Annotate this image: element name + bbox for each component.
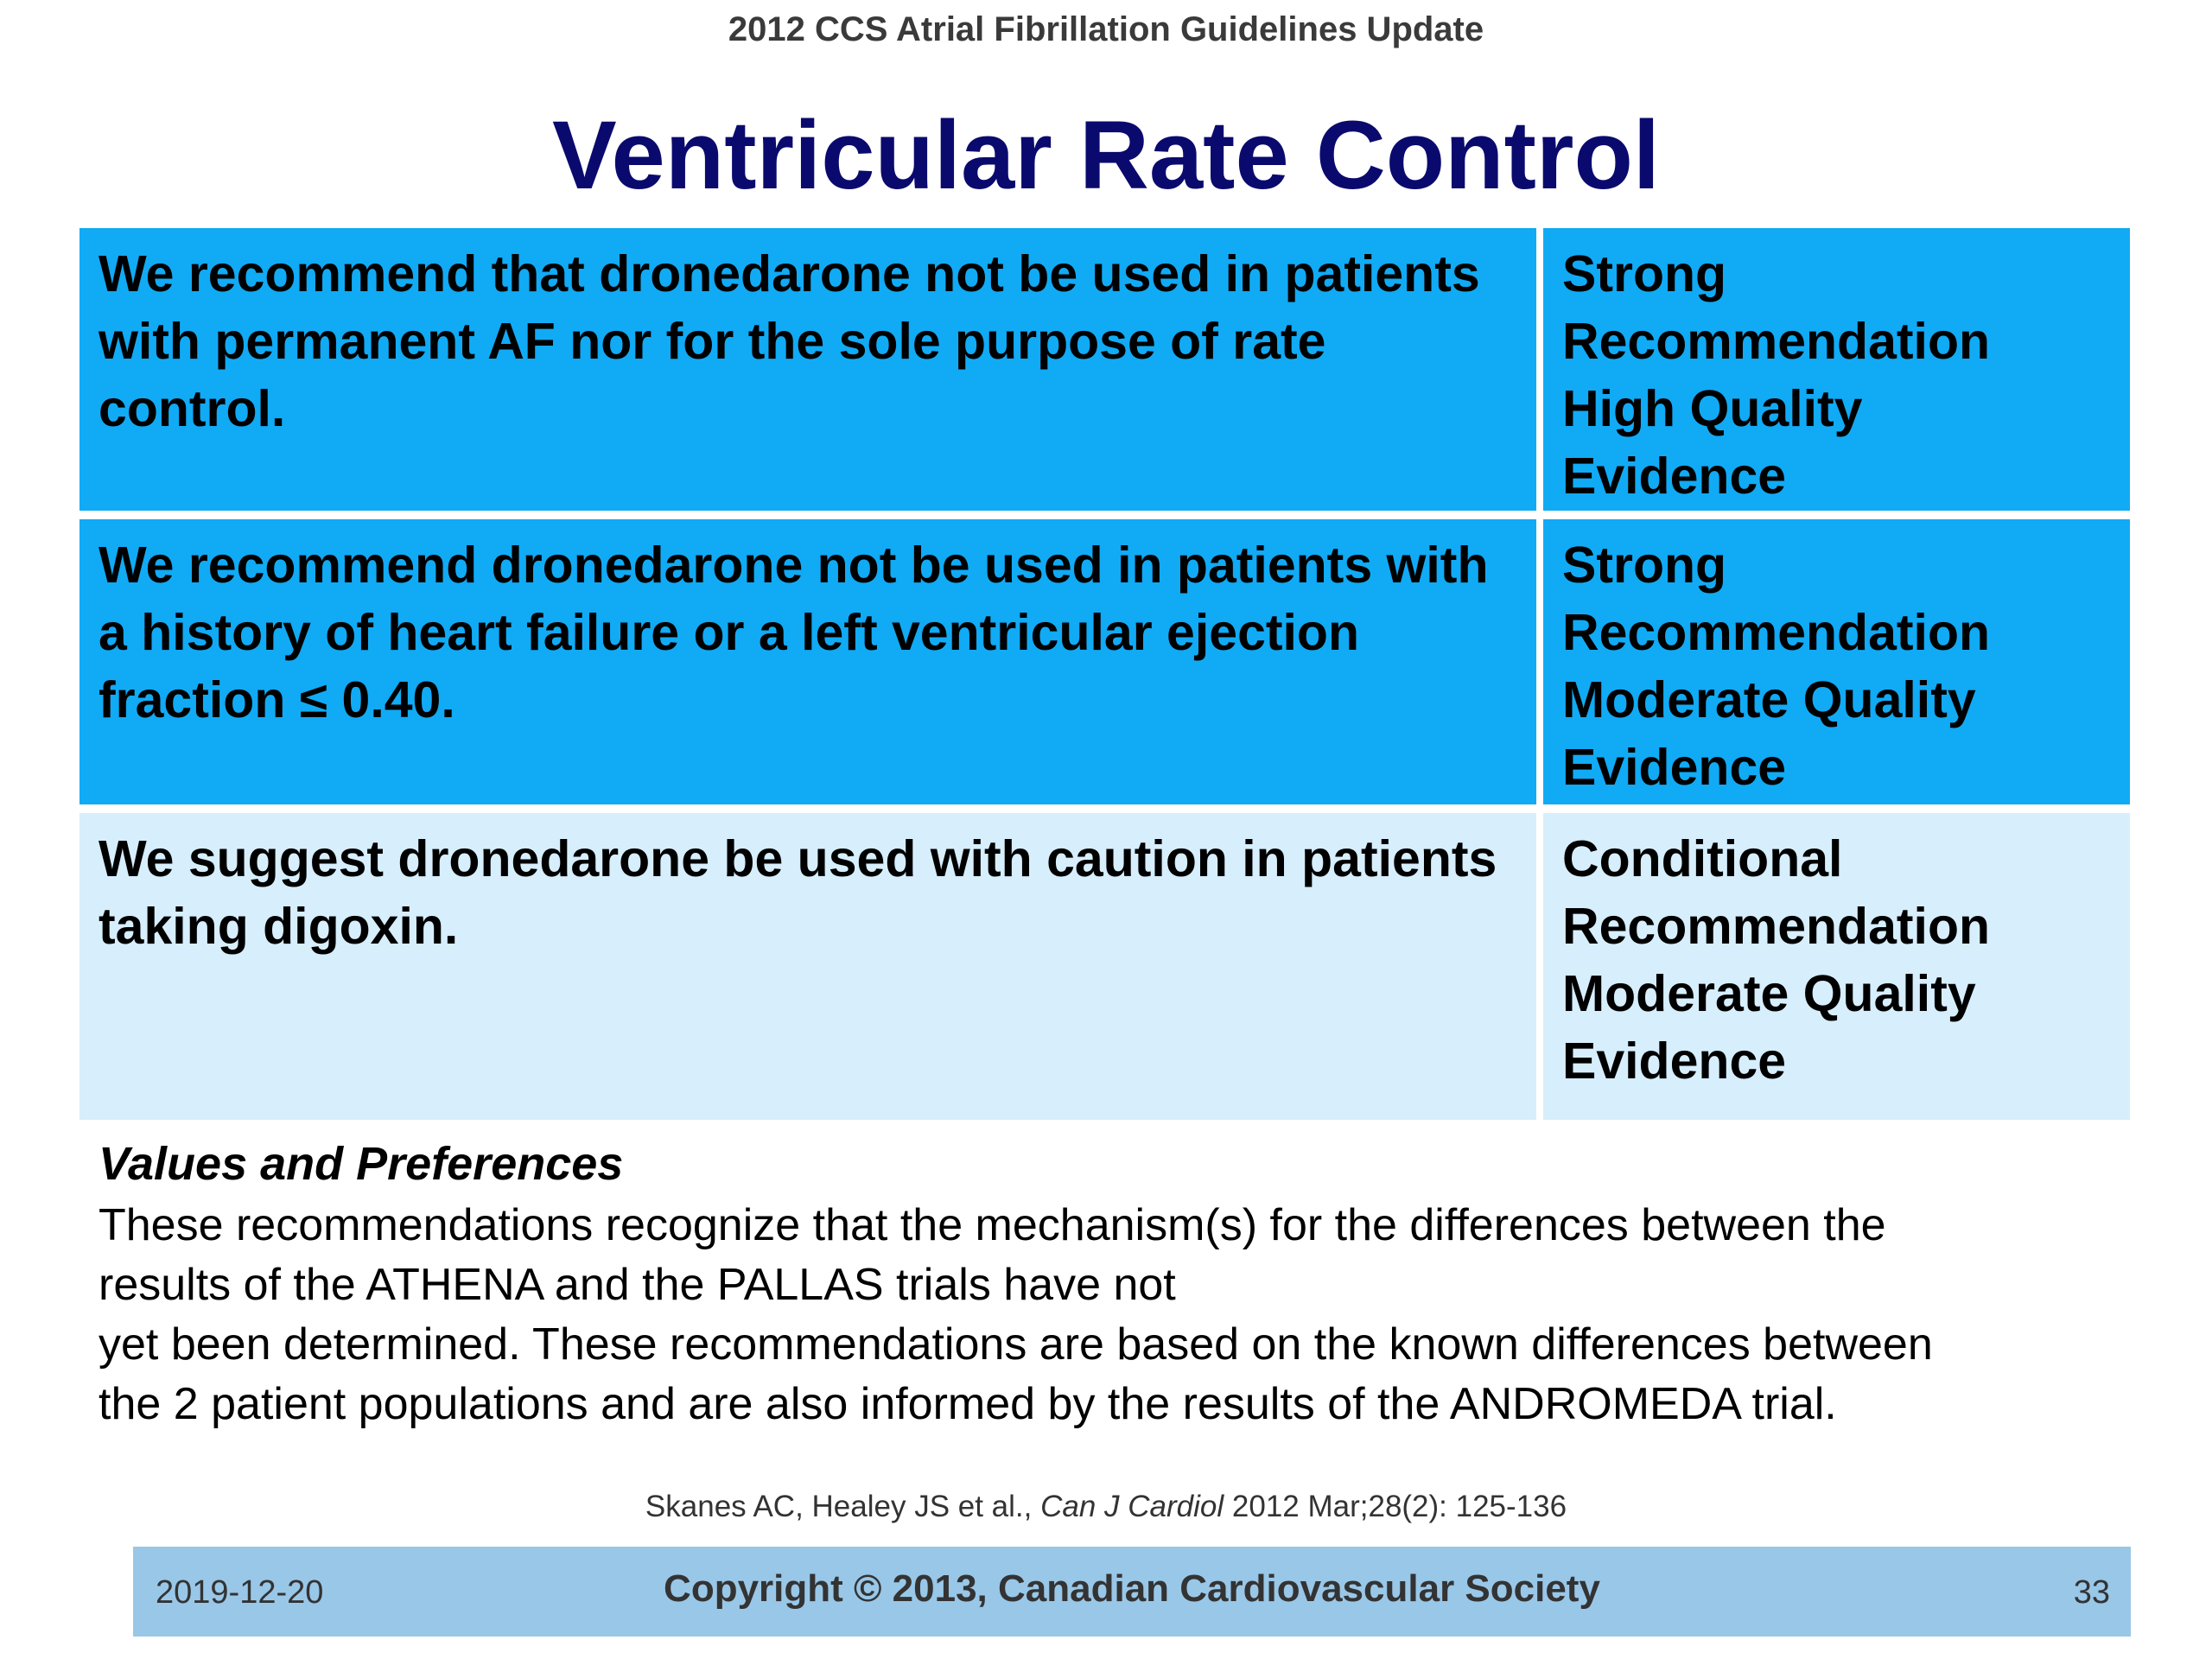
grade-quality: High Quality xyxy=(1562,380,1863,437)
citation xyxy=(0,1490,2212,1524)
grade-strength: Conditional xyxy=(1562,830,1843,887)
recommendation-text-2: We recommend dronedarone not be used in patients with a history of heart failure or a left ventricular ejection fraction ≤ 0.40. xyxy=(79,519,1536,804)
values-preferences-body xyxy=(99,1196,2155,1434)
grade-type: Recommendation xyxy=(1562,898,1991,955)
body-line: results of the ATHENA and the PALLAS trials have not xyxy=(99,1260,1176,1310)
body-line: the 2 patient populations and are also informed by the results of the ANDROMEDA trial. xyxy=(99,1379,1837,1429)
slide-title: Ventricular Rate Control xyxy=(551,101,1661,209)
grade-strength: Strong xyxy=(1562,245,1727,302)
recommendation-grade-3 xyxy=(1543,813,2130,1120)
grade-evidence: Evidence xyxy=(1562,1033,1787,1090)
grade-evidence: Evidence xyxy=(1562,448,1787,505)
footer-copyright: Copyright © 2013, Canadian Cardiovascular Society xyxy=(664,1567,1600,1610)
grade-type: Recommendation xyxy=(1562,313,1991,370)
recommendations-table xyxy=(79,228,2130,1120)
body-line: yet been determined. These recommendations are based on the known differences between xyxy=(99,1319,1933,1370)
values-preferences-heading: Values and Preferences xyxy=(99,1138,624,1190)
grade-strength: Strong xyxy=(1562,537,1727,594)
citation-details: 2012 Mar;28(2): 125-136 xyxy=(1231,1490,1567,1523)
grade-evidence: Evidence xyxy=(1562,739,1787,796)
recommendation-grade-2 xyxy=(1543,519,2130,804)
footer-bar xyxy=(133,1547,2131,1637)
citation-authors: Skanes AC, Healey JS et al., xyxy=(645,1490,1033,1523)
body-line: These recommendations recognize that the mechanism(s) for the differences between the xyxy=(99,1200,1886,1250)
recommendation-grade-1 xyxy=(1543,228,2130,511)
slide-header: 2012 CCS Atrial Fibrillation Guidelines Update xyxy=(728,10,1484,48)
footer-date: 2019-12-20 xyxy=(156,1574,324,1611)
grade-quality: Moderate Quality xyxy=(1562,671,1976,728)
recommendation-text-1: We recommend that dronedarone not be used in patients with permanent AF nor for the sole purpose of rate control. xyxy=(79,228,1536,511)
grade-type: Recommendation xyxy=(1562,604,1991,661)
citation-journal: Can J Cardiol xyxy=(1040,1490,1224,1523)
grade-quality: Moderate Quality xyxy=(1562,965,1976,1022)
recommendation-text-3: We suggest dronedarone be used with caution in patients taking digoxin. xyxy=(79,813,1536,1120)
page-number: 33 xyxy=(2073,1574,2110,1611)
